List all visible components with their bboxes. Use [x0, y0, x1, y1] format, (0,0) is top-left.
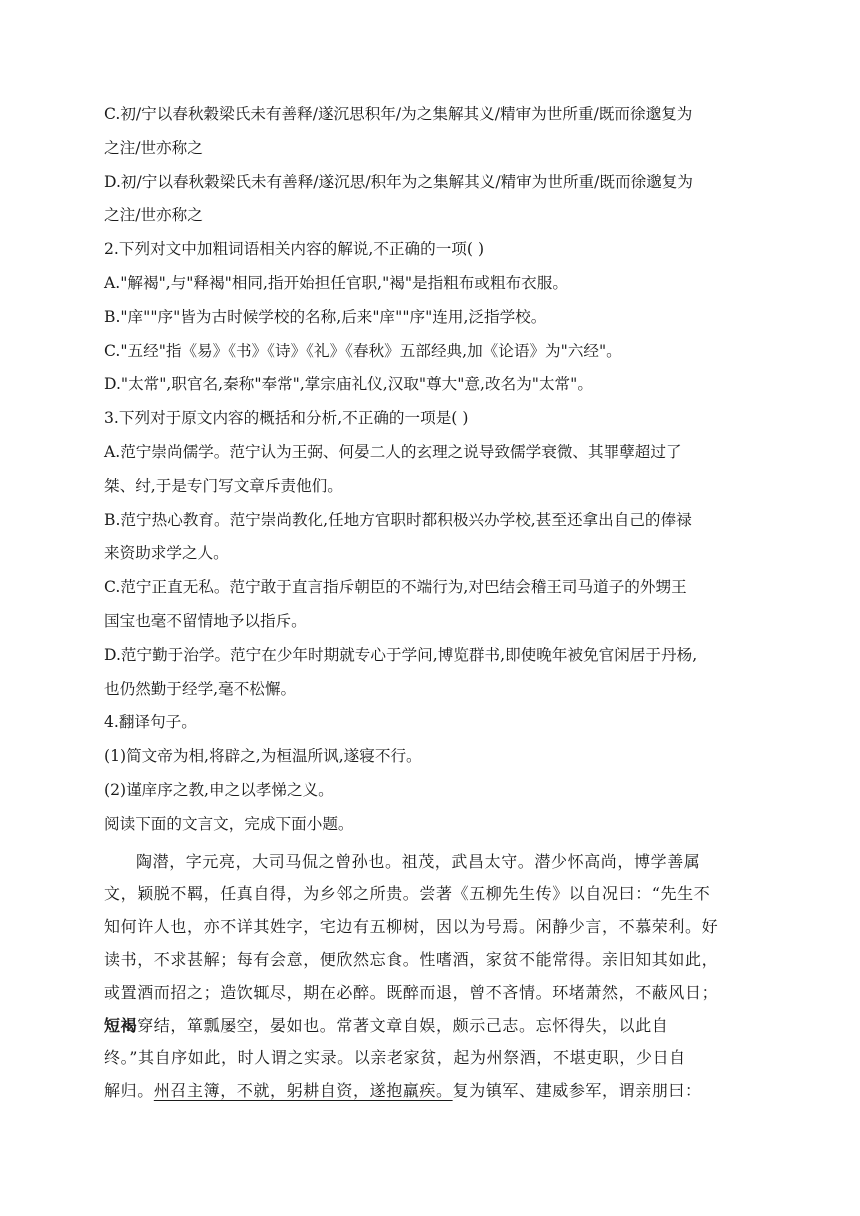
q3-option-a-line-2: 桀、纣,于是专门写文章斥责他们。: [104, 476, 343, 495]
q2-option-b: B."庠""序"皆为古时候学校的名称,后来"庠""序"连用,泛指学校。: [104, 307, 547, 326]
passage-line-8: [104, 1075, 760, 1108]
passage-line-6: [104, 1010, 760, 1043]
classical-passage: [104, 846, 760, 1108]
q2-option-a: A."解褐",与"释褐"相同,指开始担任官职,"褐"是指粗布或粗布衣服。: [104, 273, 568, 292]
passage-line-2: 文，颖脱不羁，任真自得，为乡邻之所贵。尝著《五柳先生传》以自况曰：“先生不: [104, 884, 711, 904]
q3-option-d-line-1: D.范宁勤于治学。范宁在少年时期就专心于学问,博览群书,即使晚年被免官闲居于丹杨,: [104, 645, 698, 664]
q3-option-c-line-1: C.范宁正直无私。范宁敢于直言指斥朝臣的不端行为,对巴结会稽王司马道子的外甥王: [104, 578, 687, 597]
option-c-line-1: C.初/宁以春秋穀梁氏未有善释/遂沉思积年/为之集解其义/精审为世所重/既而徐邈复为: [104, 105, 693, 123]
passage-line-8-pre: 解归。: [104, 1081, 154, 1101]
passage-line-6-rest: 穿结，箪瓢屡空，晏如也。常著文章自娱，颇示己志。忘怀得失，以此自: [137, 1015, 669, 1035]
q3-option-d-line-2: 也仍然勤于经学,毫不松懈。: [104, 679, 297, 698]
q3-option-a-line-1: A.范宁崇尚儒学。范宁认为王弼、何晏二人的玄理之说导致儒学衰微、其罪孽超过了: [104, 442, 682, 461]
q2-option-d: D."太常",职官名,秦称"奉常",掌宗庙礼仪,汉取"尊大"意,改名为"太常"。: [104, 375, 593, 394]
passage-line-1: 陶潜，字元亮，大司马侃之曾孙也。祖茂，武昌太守。潜少怀高尚，博学善属: [136, 851, 701, 871]
question-4: 4.翻译句子。: [104, 713, 197, 732]
question-2: 2.下列对文中加粗词语相关内容的解说,不正确的一项( ): [104, 240, 485, 259]
q3-option-c-line-2: 国宝也毫不留情地予以指斥。: [104, 611, 307, 630]
question-3: 3.下列对于原文内容的概括和分析,不正确的一项是( ): [104, 409, 469, 428]
passage-line-5: 或置酒而招之；造饮辄尽，期在必醉。既醉而退，曾不吝情。环堵萧然，不蔽风日；: [104, 982, 719, 1002]
passage-line-8-post: 复为镇军、建威参军，谓亲朋曰：: [452, 1081, 702, 1101]
q3-option-b-line-2: 来资助求学之人。: [104, 544, 229, 563]
document-page: [104, 98, 760, 1108]
reading-instruction: 阅读下面的文言文，完成下面小题。: [104, 814, 354, 833]
passage-line-7: 终。”其自序如此，时人谓之实录。以亲老家贫，起为州祭酒，不堪吏职，少日自: [104, 1048, 686, 1068]
underlined-sentence: 州召主簿，不就，躬耕自资，遂抱羸疾。: [153, 1081, 453, 1101]
option-d-line-2: 之注/世亦称之: [104, 206, 203, 225]
q2-option-c: C."五经"指《易》《书》《诗》《礼》《春秋》五部经典,加《论语》为"六经"。: [104, 341, 622, 360]
passage-line-3: 知何许人也，亦不详其姓字，宅边有五柳树，因以为号焉。闲静少言，不慕荣利。好: [104, 917, 719, 937]
passage-line-4: 读书，不求甚解；每有会意，便欣然忘食。性嗜酒，家贫不能常得。亲旧知其如此，: [104, 949, 719, 969]
q3-option-b-line-1: B.范宁热心教育。范宁崇尚教化,任地方官职时都积极兴办学校,甚至还拿出自己的俸禄: [104, 510, 692, 529]
q4-sentence-1: (1)简文帝为相,将辟之,为桓温所讽,遂寝不行。: [104, 747, 422, 766]
option-d-line-1: D.初/宁以春秋穀梁氏未有善释/遂沉思/积年为之集解其义/精审为世所重/既而徐邈复为: [104, 172, 693, 191]
bold-term-duanhe: 短褐: [104, 1015, 138, 1035]
q4-sentence-2: (2)谨庠序之教,申之以孝悌之义。: [104, 780, 334, 799]
option-c-line-2: 之注/世亦称之: [104, 138, 203, 157]
